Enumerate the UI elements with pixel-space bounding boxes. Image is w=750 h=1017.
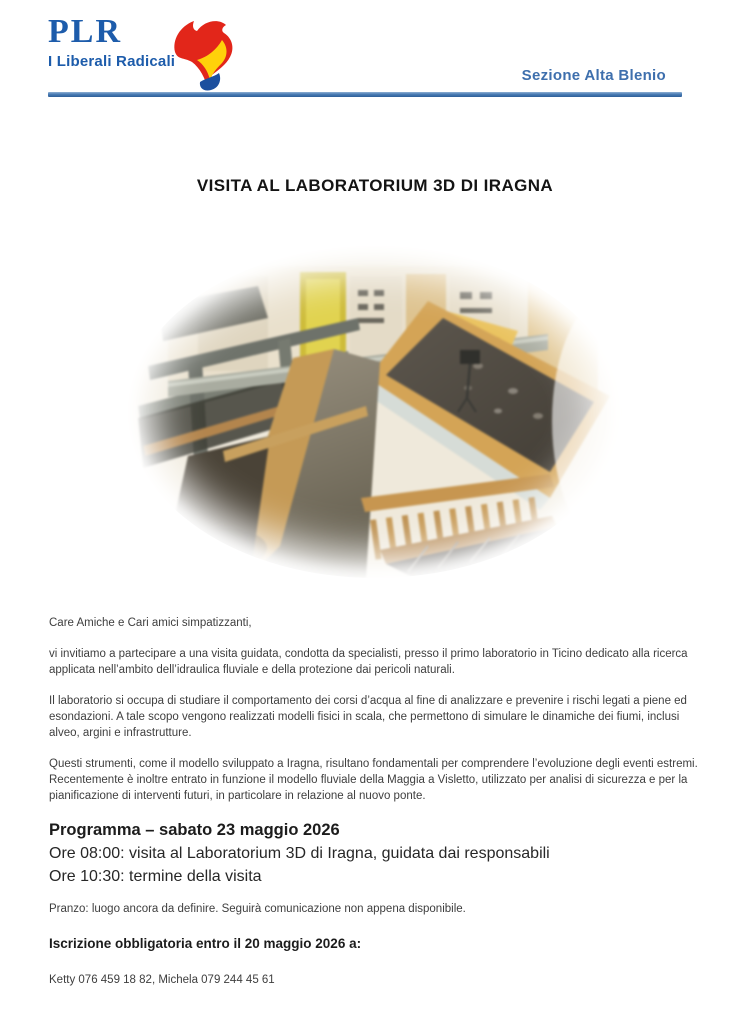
program-schedule-start: Ore 08:00: visita al Laboratorium 3D di Iragna, guidata dai responsabili [49,845,550,862]
contact-phones: Ketty 076 459 18 82, Michela 079 244 45 61 [49,974,275,986]
plr-logo-acronym: PLR [48,13,122,50]
salutation: Care Amiche e Cari amici simpatizzanti, [49,617,252,629]
page-title: VISITA AL LABORATORIUM 3D DI IRAGNA [196,176,554,195]
paragraph-laboratory: Il laboratorio si occupa di studiare il comportamento dei corsi d’acqua al fine di analizzare e prevenire i rischi legati a piene ed esondazioni. A tale scopo vengono realizzati modelli fisici in scala, che permettono di simulare le dinamiche dei fiumi, inclusi alveo, argini e infrastrutture. [49,695,687,739]
lunch-note: Pranzo: luogo ancora da definire. Seguirà comunicazione non appena disponibile. [49,903,466,915]
header-divider [48,92,682,97]
letter-body [49,615,701,988]
laboratory-photo-image [128,246,622,578]
plr-logo [48,14,175,70]
paragraph-models: Questi strumenti, come il modello sviluppato a Iragna, risultano fondamentali per comprendere l’evoluzione degli eventi estremi. Recentemente è inoltre entrato in funzione il modello fluviale della Maggia a Visletto, utilizzato per analisi di sicurezza e per la pianificazione di interventi futuri, in particolare in relazione al nuovo ponte. [49,758,698,802]
paragraph-invitation: vi invitiamo a partecipare a una visita guidata, condotta da specialisti, presso il primo laboratorio in Ticino dedicato alla ricerca applicata nell’ambito dell’idraulica fluviale e della protezione dai pericoli naturali. [49,648,688,676]
torch-flame-icon [170,16,236,92]
program-schedule-end: Ore 10:30: termine della visita [49,868,262,885]
section-label: Sezione Alta Blenio [521,67,666,84]
program-heading: Programma – sabato 23 maggio 2026 [49,821,340,839]
laboratory-photo [128,246,622,578]
header [0,0,750,100]
plr-logo-subtitle: I Liberali Radicali [48,52,176,70]
registration-heading: Iscrizione obbligatoria entro il 20 maggio 2026 a: [49,936,362,951]
